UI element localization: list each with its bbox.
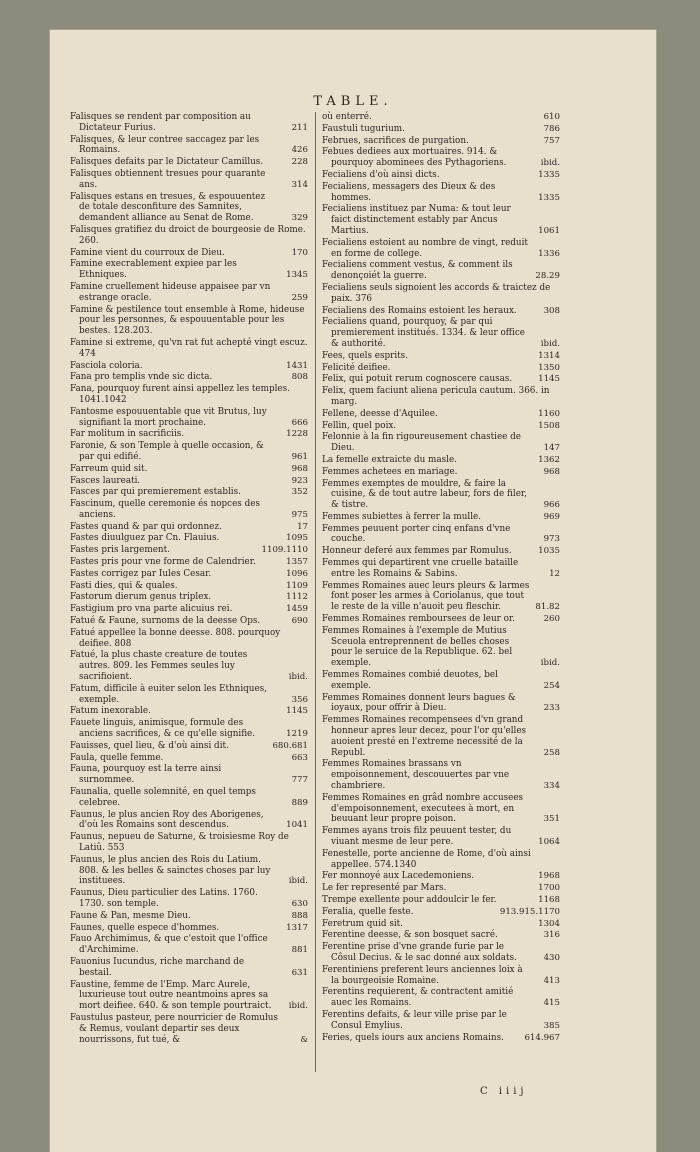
index-entry	[70, 429, 308, 440]
entry-text: Le fer representé par Mars.	[322, 883, 447, 894]
index-entry	[322, 421, 560, 432]
index-entry	[322, 919, 560, 930]
index-entry	[322, 871, 560, 882]
entry-page-number: 777	[291, 775, 308, 786]
index-entry	[322, 524, 560, 546]
entry-text: Faustine, femme de l'Emp. Marc Aurele, luxurieuse tout outre neantmoins apres sa mort deifiee. 640. & son temple pourtraict.	[70, 979, 272, 1012]
entry-text: Fauo Archimimus, & que c'estoit que l'office d'Archimime.	[70, 934, 268, 956]
entry-page-number: 1508	[538, 420, 560, 431]
entry-page-number: 28.29	[535, 271, 560, 282]
entry-page-number: 1228	[286, 429, 308, 440]
index-entry	[70, 911, 308, 922]
entry-text: Felicité deifiee.	[322, 362, 391, 373]
index-entry	[322, 512, 560, 523]
index-entry	[322, 432, 560, 454]
index-entry	[70, 753, 308, 764]
entry-page-number: 1304	[538, 918, 560, 929]
entry-page-number: 17	[297, 521, 308, 532]
entry-text: Falisques estans en tresues, & espouuentez de totale desconfiture des Samnites, demandent alliance au Senat de Rome.	[70, 191, 266, 224]
entry-text: Fauete linguis, animisque, formule des anciens sacrifices, & ce qu'elle signifie.	[70, 718, 256, 740]
entry-text: Fecialiens, messagers des Dieux & des hommes.	[322, 181, 496, 203]
index-entry	[70, 718, 308, 740]
entry-text: Fecialiens estoient au nombre de vingt, reduit en forme de college.	[322, 237, 528, 259]
index-entry	[70, 980, 308, 1012]
entry-text: Femmes Romaines donnent leurs bagues & ioyaux, pour offrir à Dieu.	[322, 692, 516, 714]
index-entry	[322, 238, 560, 260]
entry-page-number: 334	[543, 781, 560, 792]
entry-text: Faune & Pan, mesme Dieu.	[70, 910, 191, 921]
entry-text: Ferentine prise d'vne grande furie par le Côsul Decius. & le sac donné aux soldats.	[322, 942, 517, 963]
index-entry	[322, 409, 560, 420]
index-entry	[70, 888, 308, 910]
index-entry	[322, 614, 560, 625]
entry-text: Fauisses, quel lieu, & d'où ainsi dit.	[70, 740, 229, 751]
entry-text: Faula, quelle femme.	[70, 752, 164, 763]
index-entry	[322, 581, 560, 613]
index-entry	[322, 546, 560, 557]
index-entry	[322, 942, 560, 964]
index-entry	[322, 626, 560, 669]
entry-page-number: 1095	[286, 533, 308, 544]
index-entry	[322, 136, 560, 147]
index-entry	[70, 338, 308, 360]
entry-text: Fana pro templis vnde sic dicta.	[70, 372, 213, 383]
index-entry	[70, 855, 308, 887]
index-entry	[70, 684, 308, 706]
entry-page-number: 757	[543, 135, 560, 146]
index-entry	[70, 934, 308, 956]
index-entry	[70, 764, 308, 786]
entry-text: Faunus, Dieu particulier des Latins. 1760. 1730. son temple.	[70, 888, 258, 909]
entry-text: Faustulus pasteur, pere nourricier de Romulus & Remus, voulant departir ses deux nourrissons, fut tué, &	[70, 1012, 278, 1045]
entry-text: Fastigium pro vna parte alicuius rei.	[70, 604, 233, 615]
entry-text: Fecialiens seuls signoient les accords & traictez de paix. 376	[322, 282, 551, 304]
entry-page-number: 973	[543, 534, 560, 545]
index-entry	[322, 930, 560, 941]
index-entry	[70, 545, 308, 556]
index-entry	[70, 305, 308, 337]
index-entry	[70, 741, 308, 752]
entry-text: Fatum inexorable.	[70, 706, 151, 717]
entry-page-number: 968	[543, 466, 560, 477]
entry-page-number: 1109.1110	[261, 545, 308, 556]
entry-page-number: 1336	[538, 248, 560, 259]
entry-text: Fastes pris pour vne forme de Calendrier.	[70, 557, 256, 568]
entry-page-number: 228	[291, 157, 308, 168]
entry-page-number: 1145	[538, 374, 560, 385]
entry-text: Felix, qui potuit rerum cognoscere causas.	[322, 374, 513, 385]
entry-text: Fastes corrigez par Iules Cesar.	[70, 568, 212, 579]
entry-text: Femmes Romaines remboursees de leur or.	[322, 614, 515, 625]
entry-text: Feretrum quid sit.	[322, 918, 403, 929]
entry-page-number: 961	[291, 451, 308, 462]
entry-page-number: 308	[543, 305, 560, 316]
entry-text: Fellene, deesse d'Aquilee.	[322, 408, 438, 419]
index-entry	[70, 476, 308, 487]
entry-text: Fastes quand & par qui ordonnez.	[70, 521, 222, 532]
entry-page-number: 258	[543, 747, 560, 758]
entry-text: Trempe exellente pour addoulcir le fer.	[322, 894, 497, 905]
entry-page-number: 1700	[538, 883, 560, 894]
entry-page-number: 1035	[538, 546, 560, 557]
index-entry	[322, 759, 560, 791]
entry-text: Fatué & Faune, surnoms de la deesse Ops.	[70, 616, 261, 627]
entry-text: La femelle extraicte du masle.	[322, 454, 457, 465]
index-entry	[322, 965, 560, 987]
entry-text: Femmes Romaines en grâd nombre accusees d'empoisonnement, executees à mort, en beuuant leur propre poison.	[322, 792, 524, 825]
index-entry	[70, 706, 308, 717]
entry-text: Fenestelle, porte ancienne de Rome, d'où ainsi appellee. 574.1340	[322, 848, 531, 870]
index-entry	[322, 987, 560, 1009]
entry-page-number: 690	[291, 616, 308, 627]
entry-text: Fasciola coloria.	[70, 360, 143, 371]
entry-text: Februes, sacrifices de purgation.	[322, 135, 469, 146]
index-entry	[322, 363, 560, 374]
index-entry	[70, 787, 308, 809]
entry-page-number: ibid.	[288, 1001, 308, 1012]
entry-page-number: ibid.	[540, 658, 560, 669]
index-entry	[70, 957, 308, 979]
entry-page-number: 12	[549, 568, 560, 579]
index-entry	[322, 467, 560, 478]
index-entry	[70, 192, 308, 224]
entry-text: Famine execrablement expiee par les Ethniques.	[70, 259, 237, 281]
entry-text: Femmes Romaines recompensees d'vn grand honneur apres leur decez, pour l'or qu'elles auoient presté en l'extreme necessité de la Republ.	[322, 715, 527, 758]
entry-text: Fastes diuulguez par Cn. Flauius.	[70, 533, 220, 544]
index-entry	[322, 670, 560, 692]
entry-text: Fecialiens instituez par Numa: & tout leur faict distinctement estably par Ancus Martius.	[322, 204, 511, 236]
index-entry	[70, 1013, 308, 1045]
entry-text: Faunus, nepueu de Saturne, & troisiesme Roy de Latiû. 553	[70, 832, 289, 853]
entry-page-number: 147	[543, 443, 560, 454]
index-entry	[70, 522, 308, 533]
entry-text: Fees, quels esprits.	[322, 350, 408, 361]
index-entry	[70, 604, 308, 615]
entry-page-number: 356	[291, 694, 308, 705]
entry-text: Feries, quels iours aux anciens Romains.	[322, 1032, 504, 1043]
index-entry	[322, 124, 560, 135]
entry-text: Falisques obtiennent tresues pour quarante ans.	[70, 168, 266, 190]
index-entry	[322, 1033, 560, 1044]
entry-page-number: 351	[543, 814, 560, 825]
entry-page-number: ibid.	[540, 158, 560, 169]
entry-text: Femmes qui departirent vne cruelle bataille entre les Romains & Sabins.	[322, 558, 519, 579]
entry-text: Femmes Romaines combié deuotes, bel exemple.	[322, 670, 498, 691]
entry-page-number: 631	[291, 967, 308, 978]
index-entry	[70, 372, 308, 383]
entry-page-number: 889	[291, 797, 308, 808]
entry-text: Femmes exemptes de mouldre, & faire la cuisine, & de tout autre labeur, fors de filer, & tistre.	[322, 478, 527, 511]
entry-page-number: 413	[543, 975, 560, 986]
index-entry	[322, 558, 560, 580]
entry-page-number: 975	[291, 509, 308, 520]
entry-page-number: ibid.	[288, 876, 308, 887]
entry-text: Fasces laureati.	[70, 475, 141, 486]
index-entry	[70, 487, 308, 498]
index-entry	[70, 112, 308, 134]
entry-page-number: 1317	[286, 922, 308, 933]
entry-page-number: 329	[291, 213, 308, 224]
index-entry	[70, 169, 308, 191]
entry-text: Far molitum in sacrificiis.	[70, 429, 185, 440]
entry-page-number: 1219	[286, 729, 308, 740]
index-entry	[70, 581, 308, 592]
entry-text: Fastes pris largement.	[70, 545, 170, 556]
entry-page-number: 1168	[538, 894, 560, 905]
entry-page-number: 968	[291, 463, 308, 474]
entry-text: Fantosme espouuentable que vit Brutus, luy signifiant la mort prochaine.	[70, 406, 267, 428]
column-divider	[315, 112, 316, 1072]
index-entry	[322, 386, 560, 408]
index-entry	[322, 317, 560, 349]
entry-page-number: 385	[543, 1020, 560, 1031]
index-entry	[322, 260, 560, 282]
entry-text: Faunes, quelle espece d'hommes.	[70, 922, 220, 933]
entry-page-number: 1335	[538, 192, 560, 203]
entry-page-number: 1145	[286, 706, 308, 717]
entry-text: Famine cruellement hideuse appaisee par vn estrange oracle.	[70, 281, 271, 303]
entry-text: Faunus, le plus ancien des Rois du Latium. 808. & les belles & sainctes choses par luy instituees.	[70, 854, 271, 887]
signature-mark: C iiij	[480, 1086, 528, 1097]
entry-text: Faunus, le plus ancien Roy des Aborigenes, d'où les Romains sont descendus.	[70, 809, 264, 831]
entry-page-number: 314	[291, 179, 308, 190]
index-entry	[70, 361, 308, 372]
index-entry	[70, 259, 308, 281]
index-entry	[70, 832, 308, 854]
entry-page-number: 610	[543, 112, 560, 122]
index-entry	[322, 374, 560, 385]
index-entry	[322, 715, 560, 758]
entry-text: Felonnie à la fin rigoureusement chastiee de Dieu.	[322, 432, 522, 454]
index-entry	[322, 351, 560, 362]
entry-text: Fecialiens quand, pourquoy, & par qui premierement institués. 1334. & leur office & authorité.	[322, 317, 525, 349]
entry-page-number: 966	[543, 500, 560, 511]
index-entry	[70, 592, 308, 603]
entry-page-number: 1968	[538, 871, 560, 882]
index-entry	[322, 204, 560, 236]
index-entry	[70, 441, 308, 463]
index-entry	[322, 283, 560, 305]
entry-text: Fana, pourquoy furent ainsi appellez les temples. 1041.1042	[70, 384, 290, 405]
entry-page-number: 1345	[286, 270, 308, 281]
entry-page-number: 1112	[286, 592, 308, 603]
entry-page-number: 430	[543, 952, 560, 963]
entry-text: Femmes Romaines à l'exemple de Mutius Sceuola entreprennent de belles choses pour le seruice de la Republique. 62. bel exemple.	[322, 625, 513, 669]
page-header: TABLE.	[313, 94, 393, 109]
entry-page-number: 1096	[286, 568, 308, 579]
entry-text: Faustuli tugurium.	[322, 123, 405, 134]
index-entry	[322, 826, 560, 848]
index-entry	[70, 557, 308, 568]
index-entry	[70, 384, 308, 406]
entry-text: Feralia, quelle feste.	[322, 906, 414, 917]
entry-page-number: 663	[291, 752, 308, 763]
index-entry	[70, 628, 308, 650]
index-entry	[322, 306, 560, 317]
entry-text: Femmes Romaines auec leurs pleurs & larmes font poser les armes à Coriolanus, que tout le reste de la ville n'auoit peu fleschir.	[322, 580, 530, 613]
index-entry	[70, 248, 308, 259]
index-entry	[70, 135, 308, 157]
index-entry	[322, 793, 560, 825]
entry-text: Famine si extreme, qu'vn rat fut achepté vingt escuz. 474	[70, 337, 308, 359]
entry-page-number: 630	[291, 898, 308, 909]
entry-text: Fauonius Iucundus, riche marchand de bestail.	[70, 956, 245, 978]
entry-text: Febues dediees aux mortuaires. 914. & pourquoy abominees des Pythagoriens.	[322, 147, 507, 169]
entry-text: Fascinum, quelle ceremonie és nopces des anciens.	[70, 499, 260, 520]
index-entry	[70, 616, 308, 627]
entry-text: Fauna, pourquoy est la terre ainsi surnommee.	[70, 764, 222, 786]
index-column-right	[322, 112, 560, 1044]
entry-page-number: 415	[543, 998, 560, 1009]
entry-page-number: ibid.	[540, 338, 560, 349]
entry-page-number: &	[300, 1034, 308, 1045]
entry-text: Fasti dies, qui & quales.	[70, 580, 178, 591]
entry-text: Fasces par qui premierement establis.	[70, 487, 241, 498]
entry-text: Ferentins defaits, & leur ville prise par le Consul Emylius.	[322, 1009, 507, 1031]
entry-text: Falisques, & leur contree saccagez par les Romains.	[70, 134, 260, 156]
entry-page-number: 81.82	[535, 602, 560, 613]
entry-text: Falisques defaits par le Dictateur Camillus.	[70, 157, 264, 168]
entry-text: Fatué appellee la bonne deesse. 808. pourquoy deifiee. 808	[70, 627, 281, 649]
entry-text: Falisques se rendent par composition au Dictateur Furius.	[70, 112, 251, 133]
entry-text: Femmes achetees en mariage.	[322, 466, 458, 477]
entry-page-number: 888	[291, 910, 308, 921]
entry-page-number: 1314	[538, 350, 560, 361]
index-entry	[70, 407, 308, 429]
entry-page-number: 1064	[538, 837, 560, 847]
entry-page-number: 614.967	[524, 1032, 560, 1043]
entry-text: Falisques gratifiez du droict de bourgeosie de Rome. 260.	[70, 224, 306, 246]
entry-page-number: 913.915.1170	[499, 906, 560, 917]
index-entry	[322, 170, 560, 181]
entry-text: où enterré.	[322, 112, 372, 122]
index-entry	[70, 282, 308, 304]
entry-page-number: 666	[291, 417, 308, 428]
book-page	[50, 30, 656, 1152]
entry-text: Ferentine deesse, & son bosquet sacré.	[322, 930, 498, 941]
entry-text: Fecialiens comment vestus, & comment ils denonçoiét la guerre.	[322, 260, 513, 282]
entry-text: Fellin, quel poix.	[322, 420, 397, 431]
entry-page-number: 426	[291, 145, 308, 156]
entry-page-number: 316	[543, 930, 560, 941]
entry-page-number: 352	[291, 487, 308, 498]
entry-page-number: 1350	[538, 362, 560, 373]
index-entry	[70, 533, 308, 544]
entry-text: Fecialiens d'où ainsi dicts.	[322, 169, 440, 180]
entry-page-number: 680.681	[272, 740, 308, 751]
entry-page-number: 211	[291, 122, 308, 133]
entry-text: Fatum, difficile à euiter selon les Ethniques, exemple.	[70, 683, 267, 705]
entry-page-number: 1362	[538, 454, 560, 465]
index-entry	[322, 147, 560, 169]
index-entry	[70, 499, 308, 521]
entry-text: Fer monnoyé aux Lacedemoniens.	[322, 871, 475, 882]
index-entry	[322, 895, 560, 906]
entry-text: Fecialiens des Romains estoient les heraux.	[322, 305, 517, 316]
entry-page-number: 1109	[286, 580, 308, 591]
index-column-left	[70, 112, 308, 1046]
entry-text: Femmes Romaines brassans vn empoisonnement, descouuertes par vne chambriere.	[322, 759, 510, 792]
entry-page-number: 254	[543, 680, 560, 691]
entry-text: Fatué, la plus chaste creature de toutes autres. 809. les Femmes seules luy sacrifioient.	[70, 650, 248, 683]
entry-page-number: 1041	[286, 820, 308, 831]
entry-page-number: 260	[543, 614, 560, 625]
entry-text: Femmes ayans trois filz peuuent tester, du viuant mesme de leur pere.	[322, 826, 512, 847]
entry-page-number: 786	[543, 123, 560, 134]
entry-text: Famine vient du courroux de Dieu.	[70, 247, 225, 258]
index-entry	[70, 157, 308, 168]
entry-text: Felix, quem faciunt aliena pericula cautum. 366. in marg.	[322, 386, 550, 407]
entry-text: Honneur deferé aux femmes par Romulus.	[322, 546, 512, 557]
entry-page-number: 233	[543, 703, 560, 714]
entry-page-number: 881	[291, 945, 308, 956]
index-entry	[322, 455, 560, 466]
index-entry	[322, 112, 560, 123]
entry-page-number: 1431	[286, 360, 308, 371]
index-entry	[70, 464, 308, 475]
index-entry	[70, 650, 308, 682]
index-entry	[322, 883, 560, 894]
index-entry	[322, 849, 560, 871]
entry-text: Famine & pestilence tout ensemble à Rome, hideuse pour les personnes, & espouuentable pour les bestes. 128.203.	[70, 304, 305, 337]
entry-text: Ferentins requierent, & contractent amitié auec les Romains.	[322, 987, 514, 1009]
entry-text: Farreum quid sit.	[70, 463, 148, 474]
index-entry	[322, 182, 560, 204]
index-entry	[322, 907, 560, 918]
entry-page-number: 1160	[538, 408, 560, 419]
entry-page-number: 1459	[286, 604, 308, 615]
index-entry	[70, 569, 308, 580]
entry-page-number: ibid.	[288, 672, 308, 683]
entry-page-number: 1335	[538, 169, 560, 180]
entry-text: Femmes peuuent porter cinq enfans d'vne couche.	[322, 523, 511, 545]
entry-text: Ferentiniens preferent leurs anciennes loix à la bourgeoisie Romaine.	[322, 964, 523, 986]
entry-text: Faunalia, quelle solemnité, en quel temps celebree.	[70, 787, 256, 808]
index-entry	[70, 923, 308, 934]
index-entry	[322, 1010, 560, 1032]
index-entry	[322, 479, 560, 511]
index-entry	[322, 693, 560, 715]
entry-page-number: 1061	[538, 225, 560, 236]
entry-page-number: 969	[543, 511, 560, 522]
entry-page-number: 923	[291, 475, 308, 486]
entry-text: Fastorum dierum genus triplex.	[70, 592, 212, 603]
entry-text: Faronie, & son Temple à quelle occasion, & par qui edifié.	[70, 441, 264, 462]
index-entry	[70, 225, 308, 247]
entry-text: Femmes subiettes à ferrer la mulle.	[322, 511, 482, 522]
entry-page-number: 170	[291, 247, 308, 258]
entry-page-number: 808	[291, 372, 308, 383]
entry-page-number: 1357	[286, 557, 308, 568]
index-entry	[70, 810, 308, 832]
entry-page-number: 259	[291, 292, 308, 303]
